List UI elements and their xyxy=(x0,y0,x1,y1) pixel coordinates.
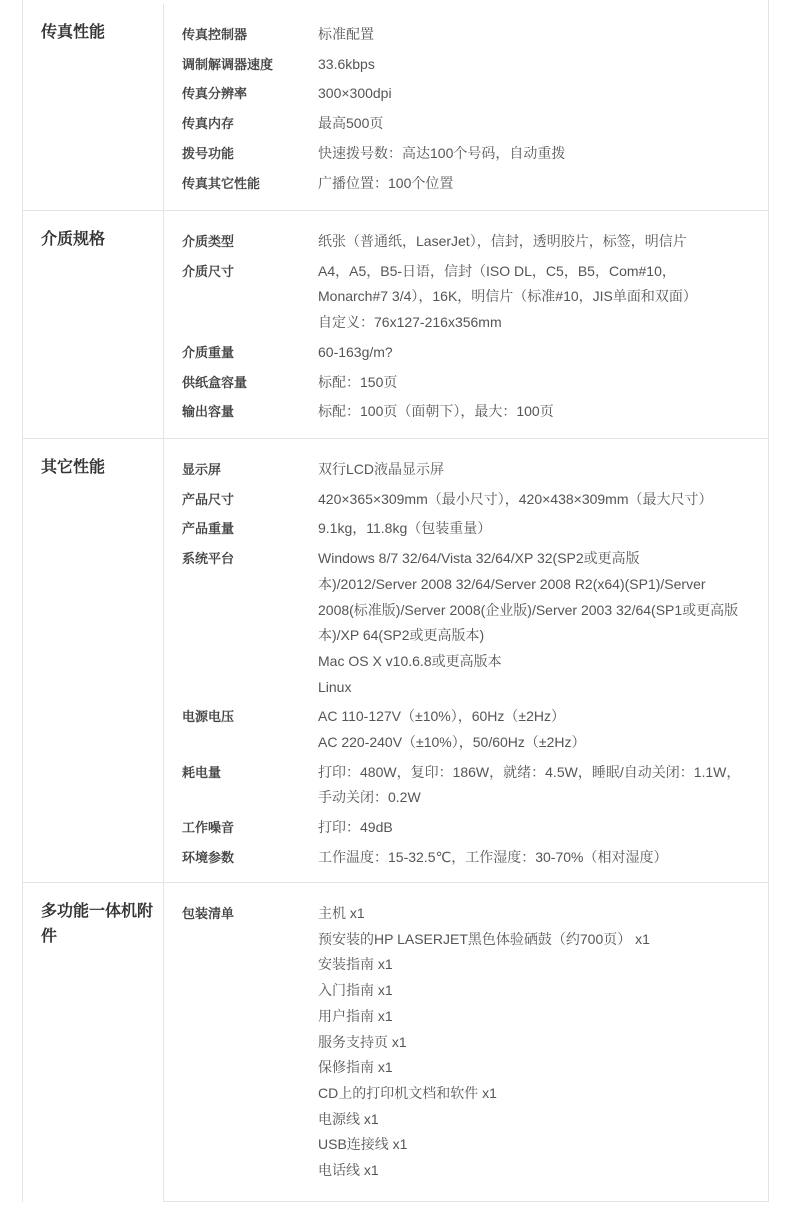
spec-value-line: AC 110-127V（±10%），60Hz（±2Hz） xyxy=(318,708,565,725)
spec-value-line: 快速拨号数：高达100个号码，自动重拨 xyxy=(318,144,566,161)
spec-value xyxy=(318,338,768,368)
spec-row xyxy=(163,368,768,398)
spec-value xyxy=(318,139,768,169)
spec-value-line: 本)/XP 64(SP2或更高版本) xyxy=(318,627,485,644)
spec-label: 显示屏 xyxy=(182,462,222,477)
section-other xyxy=(23,438,768,882)
spec-value xyxy=(318,485,768,515)
spec-row xyxy=(163,813,768,843)
spec-value-line: 标准配置 xyxy=(318,26,374,42)
spec-value-line: 9.1kg，11.8kg（包装重量） xyxy=(318,520,492,537)
spec-value-line: 广播位置：100个位置 xyxy=(318,174,454,191)
section-accessories xyxy=(23,882,768,1202)
spec-label: 拨号功能 xyxy=(182,145,235,161)
spec-value-line: 用户指南 x1 xyxy=(318,1007,393,1024)
spec-value-line: Mac OS X v10.6.8或更高版本 xyxy=(318,652,502,669)
spec-value xyxy=(318,702,768,757)
spec-value-line: 本)/2012/Server 2008 32/64/Server 2008 R2(x64)(SP1)/Server xyxy=(318,575,706,592)
spec-label: 系统平台 xyxy=(182,551,235,567)
spec-row xyxy=(163,50,768,80)
spec-row xyxy=(163,227,768,257)
spec-row xyxy=(163,899,768,1186)
spec-rows xyxy=(163,899,768,1186)
spec-value xyxy=(318,899,768,1186)
spec-value xyxy=(318,758,768,813)
spec-value xyxy=(318,843,768,873)
spec-label: 输出容量 xyxy=(182,404,235,420)
spec-row xyxy=(163,514,768,544)
spec-value-line: 标配：100页（面朝下），最大：100页 xyxy=(318,403,554,420)
spec-value xyxy=(318,368,768,398)
spec-label: 传真分辨率 xyxy=(182,86,248,102)
spec-value xyxy=(318,169,768,199)
spec-value-line: CD上的打印机文档和软件 x1 xyxy=(318,1084,497,1101)
spec-value-line: 420×365×309mm（最小尺寸），420×438×309mm（最大尺寸） xyxy=(318,490,713,507)
spec-value-line: 自定义：76x127-216x356mm xyxy=(318,314,502,331)
spec-value-line: 最高500页 xyxy=(318,115,384,132)
spec-row xyxy=(163,109,768,139)
spec-row xyxy=(163,485,768,515)
spec-value-line: 33.6kbps xyxy=(318,55,375,72)
spec-value-line: AC 220-240V（±10%），50/60Hz（±2Hz） xyxy=(318,734,586,751)
spec-label: 产品尺寸 xyxy=(182,491,235,507)
spec-value xyxy=(318,455,768,485)
category-title: 传真性能 xyxy=(41,24,106,41)
spec-value xyxy=(318,20,768,50)
spec-value-line: Windows 8/7 32/64/Vista 32/64/XP 32(SP2或更高版 xyxy=(318,550,640,567)
spec-value-line: 2008(标准版)/Server 2008(企业版)/Server 2003 32/64(SP1或更高版 xyxy=(318,601,739,618)
spec-label: 介质重量 xyxy=(182,344,235,360)
category-cell xyxy=(23,211,164,438)
category-cell xyxy=(23,883,164,1202)
spec-value xyxy=(318,257,768,338)
spec-value-line: 工作温度：15-32.5℃，工作湿度：30-70%（相对湿度） xyxy=(318,848,668,865)
category-cell xyxy=(23,4,164,210)
spec-value-line: 双行LCD液晶显示屏 xyxy=(318,461,445,477)
spec-value xyxy=(318,813,768,843)
spec-value xyxy=(318,109,768,139)
category-title: 其它性能 xyxy=(41,459,106,476)
spec-label: 电源电压 xyxy=(182,709,235,725)
spec-value xyxy=(318,514,768,544)
spec-value-line: 服务支持页 x1 xyxy=(318,1033,407,1050)
spec-label: 供纸盒容量 xyxy=(182,374,248,390)
spec-rows xyxy=(163,20,768,198)
section-fax xyxy=(23,4,768,210)
spec-value-line: 300×300dpi xyxy=(318,85,392,102)
spec-label: 工作噪音 xyxy=(182,820,235,836)
spec-row xyxy=(163,702,768,757)
spec-label: 包装清单 xyxy=(182,906,235,921)
spec-value xyxy=(318,544,768,702)
category-title: 多功能一体机附件 xyxy=(41,903,154,945)
spec-value-line: 保修指南 x1 xyxy=(318,1059,393,1076)
spec-label: 介质尺寸 xyxy=(182,263,235,279)
category-cell xyxy=(23,439,164,882)
spec-rows xyxy=(163,455,768,873)
spec-value-line: 打印：49dB xyxy=(318,819,393,836)
spec-row xyxy=(163,338,768,368)
spec-label: 传真控制器 xyxy=(182,27,248,42)
spec-row xyxy=(163,544,768,702)
spec-value xyxy=(318,50,768,80)
spec-label: 传真内存 xyxy=(182,116,235,132)
spec-row xyxy=(163,20,768,50)
spec-value-line: Linux xyxy=(318,678,352,695)
spec-label: 环境参数 xyxy=(182,849,235,865)
spec-label: 介质类型 xyxy=(182,234,235,249)
spec-label: 耗电量 xyxy=(182,764,222,780)
spec-value-line: A4，A5，B5-日语，信封（ISO DL，C5，B5，Com#10， xyxy=(318,262,676,279)
spec-label: 调制解调器速度 xyxy=(182,56,274,72)
spec-rows xyxy=(163,227,768,427)
spec-value xyxy=(318,397,768,427)
spec-value-line: 手动关闭：0.2W xyxy=(318,789,421,806)
spec-value-line: Monarch#7 3/4），16K，明信片（标准#10，JIS单面和双面） xyxy=(318,288,697,305)
spec-value-line: 电话线 x1 xyxy=(318,1162,379,1179)
spec-row xyxy=(163,397,768,427)
category-title: 介质规格 xyxy=(41,231,106,248)
spec-row xyxy=(163,455,768,485)
spec-value xyxy=(318,227,768,257)
spec-row xyxy=(163,257,768,338)
spec-value-line: 纸张（普通纸，LaserJet），信封，透明胶片，标签，明信片 xyxy=(318,233,687,249)
spec-value-line: 电源线 x1 xyxy=(318,1110,379,1127)
spec-row xyxy=(163,758,768,813)
spec-label: 传真其它性能 xyxy=(182,175,261,191)
spec-value-line: 入门指南 x1 xyxy=(318,982,393,999)
section-media xyxy=(23,210,768,438)
spec-value-line: 预安装的HP LASERJET黑色体验硒鼓（约700页） x1 xyxy=(318,930,650,947)
spec-value-line: USB连接线 x1 xyxy=(318,1136,408,1153)
spec-value-line: 安装指南 x1 xyxy=(318,956,393,973)
spec-value xyxy=(318,79,768,109)
spec-value-line: 主机 x1 xyxy=(318,905,365,921)
spec-value-line: 60-163g/m? xyxy=(318,343,393,360)
spec-row xyxy=(163,843,768,873)
spec-value-line: 打印：480W，复印：186W，就绪：4.5W，睡眠/自动关闭：1.1W， xyxy=(318,763,741,780)
spec-table xyxy=(22,0,769,1202)
spec-row xyxy=(163,79,768,109)
spec-value-line: 标配：150页 xyxy=(318,373,398,390)
spec-label: 产品重量 xyxy=(182,521,235,537)
spec-row xyxy=(163,139,768,169)
spec-row xyxy=(163,169,768,199)
